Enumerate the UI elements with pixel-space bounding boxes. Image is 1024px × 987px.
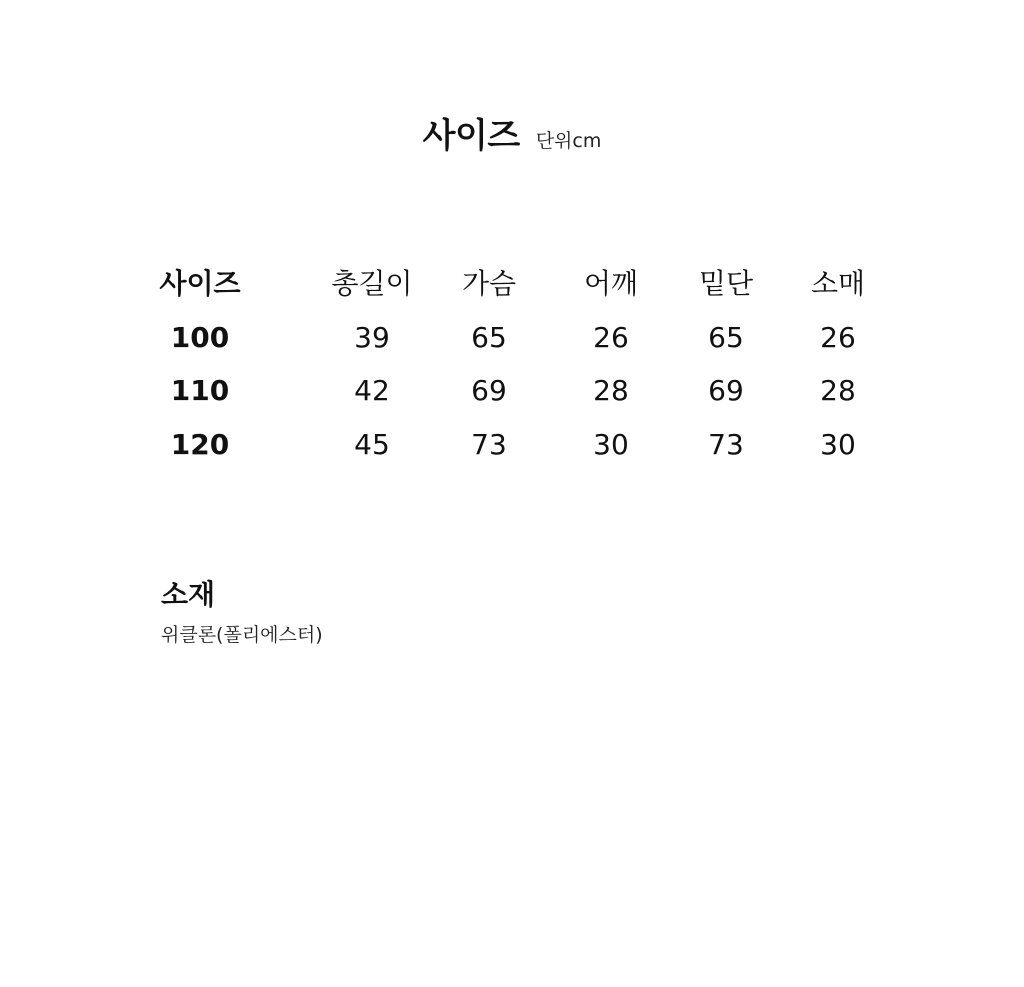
row-total-length: 42 (354, 374, 390, 407)
header-chest: 가슴 (461, 267, 517, 300)
material-title: 소재 (161, 578, 216, 611)
row-chest: 69 (471, 374, 507, 407)
table-row (0, 365, 1024, 417)
row-shoulder: 28 (593, 374, 629, 407)
row-chest: 73 (471, 428, 507, 461)
row-hem: 73 (708, 428, 744, 461)
row-size: 100 (170, 321, 230, 354)
row-hem: 65 (708, 321, 744, 354)
row-shoulder: 26 (593, 321, 629, 354)
row-size: 120 (170, 428, 230, 461)
row-size: 110 (170, 374, 230, 407)
row-sleeve: 26 (820, 321, 856, 354)
row-sleeve: 28 (820, 374, 856, 407)
header-total-length: 총길이 (331, 267, 413, 300)
unit-label: 단위cm (535, 130, 602, 152)
header-sleeve: 소매 (810, 267, 866, 300)
table-row (0, 312, 1024, 364)
row-total-length: 45 (354, 428, 390, 461)
material-value: 위클론(폴리에스터) (161, 624, 323, 646)
row-total-length: 39 (354, 321, 390, 354)
header-size: 사이즈 (159, 267, 241, 300)
header-hem: 밑단 (698, 267, 754, 300)
size-title-row (0, 108, 1024, 157)
row-chest: 65 (471, 321, 507, 354)
header-shoulder: 어깨 (583, 267, 639, 300)
row-hem: 69 (708, 374, 744, 407)
row-shoulder: 30 (593, 428, 629, 461)
table-row (0, 419, 1024, 471)
row-sleeve: 30 (820, 428, 856, 461)
table-header-row (0, 258, 1024, 310)
size-title: 사이즈 (422, 116, 520, 156)
